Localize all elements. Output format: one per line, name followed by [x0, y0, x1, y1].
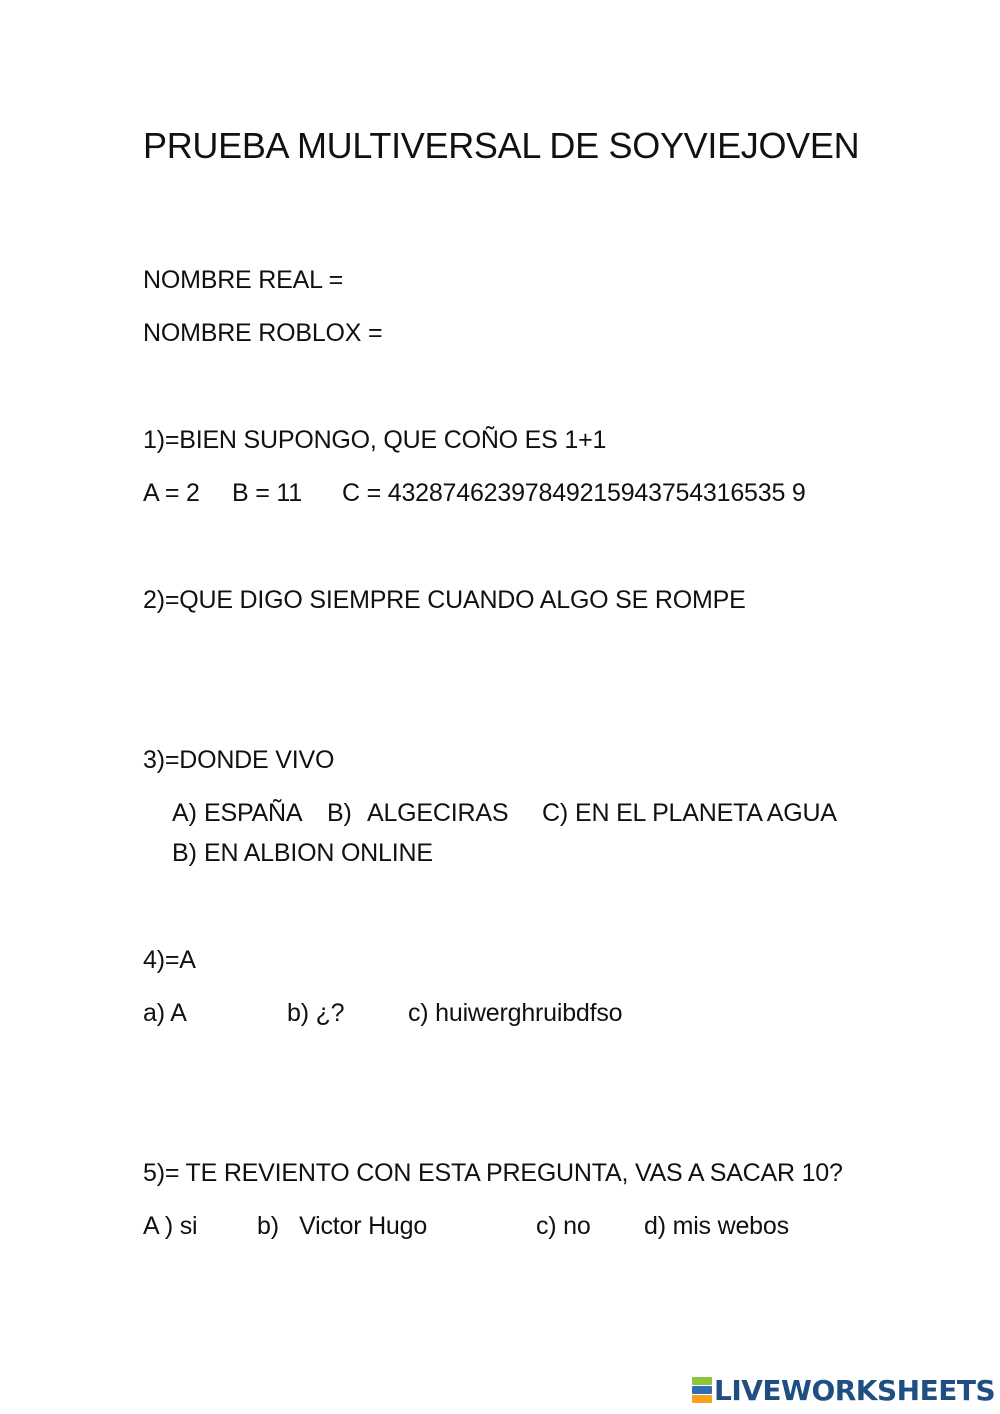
- question-5-option-d: d) mis webos: [644, 1212, 789, 1240]
- question-3-option-3-text: EN EL PLANETA AGUA: [575, 799, 837, 827]
- question-3-option-4-marker: B): [172, 839, 197, 867]
- liveworksheets-brand: [692, 1374, 995, 1406]
- question-4-option-a: a) A: [143, 999, 187, 1027]
- question-5-prompt: 5)= TE REVIENTO CON ESTA PREGUNTA, VAS A SACAR 10?: [143, 1159, 843, 1187]
- worksheet-title: PRUEBA MULTIVERSAL DE SOYVIEJOVEN: [143, 125, 860, 166]
- question-3-option-4-text: EN ALBION ONLINE: [204, 839, 433, 867]
- question-4-prompt: 4)=A: [143, 946, 196, 974]
- question-1-option-a: A = 2: [143, 479, 200, 507]
- question-1-option-c: C = 43287462397849215943754316535 9: [342, 479, 806, 507]
- question-5-option-a: A ) si: [143, 1212, 198, 1240]
- question-3-prompt: 3)=DONDE VIVO: [143, 746, 335, 774]
- question-3-option-1-text: ESPAÑA: [204, 799, 303, 827]
- question-3-option-1-marker: A): [172, 799, 197, 827]
- liveworksheets-logo-icon: [692, 1376, 712, 1404]
- real-name-label: NOMBRE REAL =: [143, 266, 344, 294]
- roblox-name-label: NOMBRE ROBLOX =: [143, 319, 383, 347]
- question-5-option-b: b) Victor Hugo: [257, 1212, 428, 1240]
- question-4-option-b: b) ¿?: [287, 999, 345, 1027]
- liveworksheets-wordmark: LIVEWORKSHEETS: [714, 1373, 996, 1407]
- question-2-prompt: 2)=QUE DIGO SIEMPRE CUANDO ALGO SE ROMPE: [143, 586, 746, 614]
- question-3-option-2-text: ALGECIRAS: [367, 799, 509, 827]
- question-3-option-2-marker: B): [327, 799, 352, 827]
- question-5-option-c: c) no: [536, 1212, 591, 1240]
- question-1-prompt: 1)=BIEN SUPONGO, QUE COÑO ES 1+1: [143, 426, 607, 454]
- question-3-option-3-marker: C): [542, 799, 568, 827]
- question-4-option-c: c) huiwerghruibdfso: [408, 999, 623, 1027]
- question-1-option-b: B = 11: [232, 479, 302, 507]
